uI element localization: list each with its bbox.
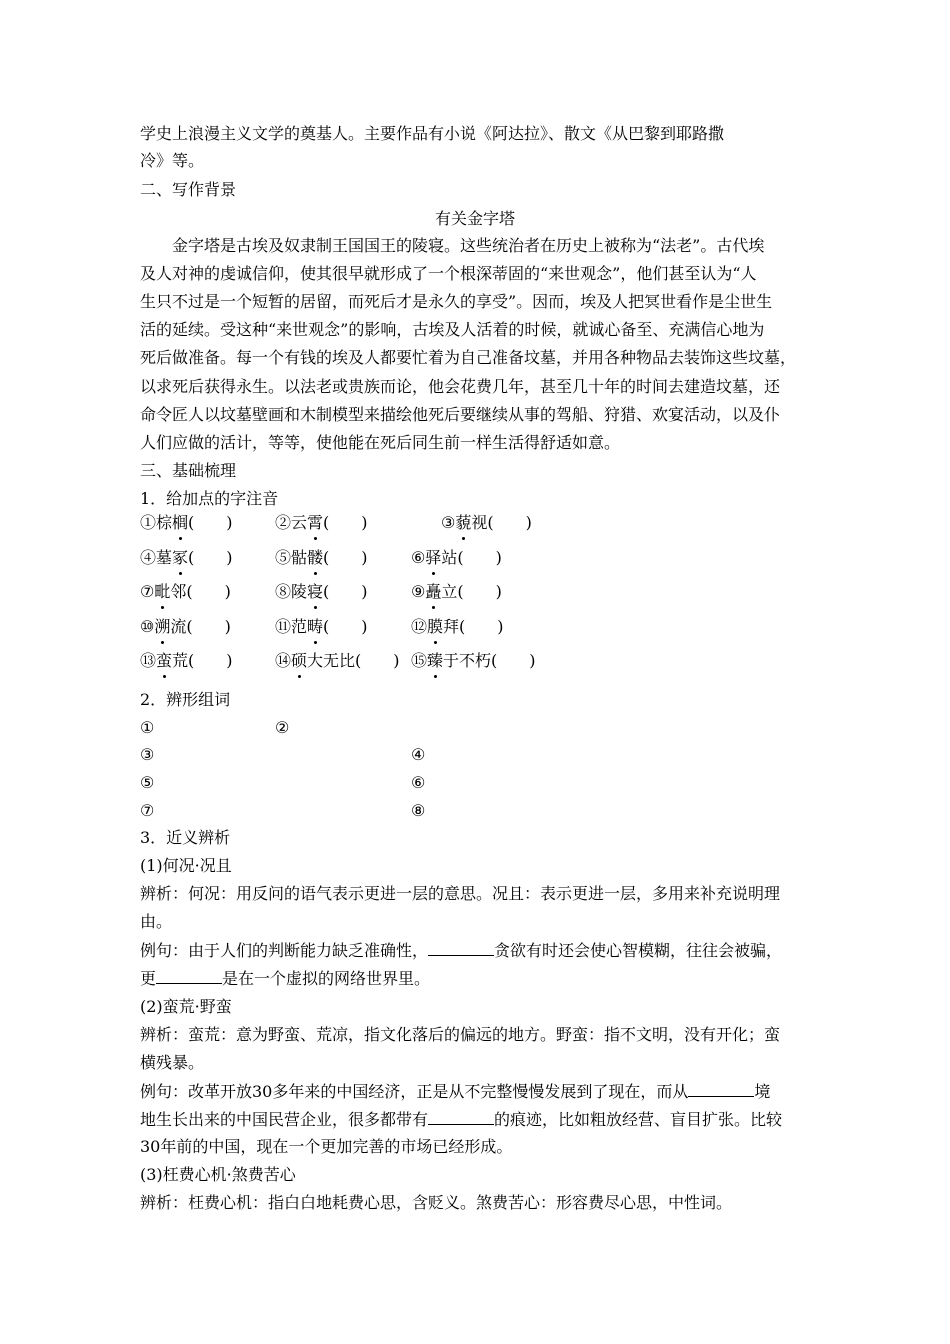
example-text: 更 <box>140 969 157 988</box>
pinyin-item <box>275 548 368 568</box>
answer-blank[interactable]: ( ) <box>188 513 233 532</box>
pinyin-item <box>140 513 233 533</box>
answer-blank[interactable]: ( ) <box>323 617 368 636</box>
paragraph-line: 金字塔是古埃及奴隶制王国国王的陵寝。这些统治者在历史上被称为“法老”。古代埃 <box>172 236 765 255</box>
dotted-char: 榈 <box>172 513 189 532</box>
fill-blank[interactable] <box>428 1109 494 1125</box>
item-number: ④ <box>140 548 157 567</box>
answer-blank[interactable]: ( ) <box>323 582 368 601</box>
answer-blank[interactable]: ( ) <box>457 582 502 601</box>
pinyin-item <box>275 651 400 671</box>
dotted-char: 溯 <box>154 617 171 636</box>
word-text: 立 <box>441 582 458 601</box>
word-text: 于不朽 <box>443 651 492 670</box>
item-number: ⑭ <box>275 651 292 670</box>
answer-blank[interactable]: ( ) <box>459 617 504 636</box>
form-item-number: ⑤ <box>140 773 155 792</box>
example-text: 地生长出来的中国民营企业，很多都带有 <box>140 1110 429 1129</box>
item-number: ⑫ <box>411 617 428 636</box>
form-item-number: ⑧ <box>411 801 426 820</box>
word-text: 陵 <box>291 582 308 601</box>
pinyin-item <box>441 513 532 533</box>
word-text: 大无比 <box>307 651 356 670</box>
item-number: ① <box>140 513 157 532</box>
fill-blank[interactable] <box>428 940 494 956</box>
paragraph-line: 学史上浪漫主义文学的奠基人。主要作品有小说《阿达拉》、散文《从巴黎到耶路撒 <box>140 124 725 143</box>
word-text: 棕 <box>156 513 173 532</box>
section-heading: 三、基础梳理 <box>140 461 237 480</box>
subsection-title: (3)枉费心机·煞费苦心 <box>140 1165 296 1184</box>
answer-blank[interactable]: ( ) <box>188 651 233 670</box>
dotted-char: 藐 <box>455 513 472 532</box>
dotted-char: 毗 <box>154 582 171 601</box>
example-text: 是在一个虚拟的网络世界里。 <box>222 969 431 988</box>
dotted-char: 蛮 <box>156 651 173 670</box>
analysis-line: 由。 <box>140 912 173 931</box>
fill-blank[interactable] <box>688 1081 754 1097</box>
dotted-char: 矗 <box>425 582 442 601</box>
question-heading: 1．给加点的字注音 <box>140 489 279 508</box>
dotted-char: 驿 <box>425 548 442 567</box>
analysis-line: 横残暴。 <box>140 1053 205 1072</box>
answer-blank[interactable]: ( ) <box>491 651 536 670</box>
pinyin-item <box>411 651 536 671</box>
answer-blank[interactable]: ( ) <box>323 548 368 567</box>
form-item-number: ① <box>140 718 155 737</box>
answer-blank[interactable]: ( ) <box>457 548 502 567</box>
example-line <box>140 940 782 961</box>
form-item-number: ⑥ <box>411 773 426 792</box>
item-number: ⑨ <box>411 582 426 601</box>
word-text: 骷 <box>291 548 308 567</box>
form-item-number: ⑦ <box>140 801 155 820</box>
pinyin-item <box>411 548 502 568</box>
paragraph-line: 以求死后获得永生。以法老或贵族而论，他会花费几年，甚至几十年的时间去建造坟墓，还 <box>140 377 781 396</box>
pinyin-item <box>275 582 368 602</box>
pinyin-item <box>275 513 368 533</box>
analysis-line: 辨析：何况：用反问的语气表示更进一层的意思。况且：表示更进一层，多用来补充说明理 <box>140 884 781 903</box>
fill-blank[interactable] <box>156 968 222 984</box>
word-text: 站 <box>441 548 458 567</box>
word-text: 云 <box>291 513 308 532</box>
item-number: ⑩ <box>140 617 155 636</box>
example-text: 例句：改革开放30多年来的中国经济，正是从不完整慢慢发展到了现在，而从 <box>140 1082 689 1101</box>
example-line <box>140 1081 770 1102</box>
dotted-char: 髅 <box>307 548 324 567</box>
pinyin-item <box>140 651 233 671</box>
example-text: 的痕迹，比如粗放经营、盲目扩张。比较 <box>494 1110 783 1129</box>
dotted-char: 臻 <box>427 651 444 670</box>
item-number: ⑧ <box>275 582 292 601</box>
answer-blank[interactable]: ( ) <box>487 513 532 532</box>
item-number: ⑥ <box>411 548 426 567</box>
paragraph-line: 人们应做的活计，等等，使他能在死后同生前一样生活得舒适如意。 <box>140 433 621 452</box>
pinyin-item <box>275 617 368 637</box>
paragraph-line: 生只不过是一个短暂的居留，而死后才是永久的享受”。因而，埃及人把冥世看作是尘世生 <box>140 292 773 311</box>
pinyin-item <box>411 582 502 602</box>
analysis-line: 辨析：枉费心机：指白白地耗费心思，含贬义。煞费苦心：形容费尽心思，中性词。 <box>140 1193 733 1212</box>
item-number: ⑤ <box>275 548 292 567</box>
example-line <box>140 968 430 989</box>
item-number: ⑬ <box>140 651 157 670</box>
answer-blank[interactable]: ( ) <box>186 617 231 636</box>
form-item-number: ③ <box>140 745 155 764</box>
subsection-title: (1)何况·况且 <box>140 856 232 875</box>
item-number: ③ <box>441 513 456 532</box>
item-number: ⑪ <box>275 617 292 636</box>
word-text: 荒 <box>172 651 189 670</box>
example-text: 贪欲有时还会使心智模糊，往往会被骗， <box>494 941 783 960</box>
answer-blank[interactable]: ( ) <box>188 548 233 567</box>
item-number: ⑮ <box>411 651 428 670</box>
dotted-char: 寝 <box>307 582 324 601</box>
item-number: ② <box>275 513 292 532</box>
question-heading: 2．辨形组词 <box>140 690 231 709</box>
pinyin-item <box>140 548 233 568</box>
form-item-number: ② <box>275 718 290 737</box>
analysis-line: 辨析：蛮荒：意为野蛮、荒凉，指文化落后的偏远的地方。野蛮：指不文明，没有开化；蛮 <box>140 1025 781 1044</box>
dotted-char: 硕 <box>291 651 308 670</box>
form-item-number: ④ <box>411 745 426 764</box>
example-line: 30年前的中国，现在一个更加完善的市场已经形成。 <box>140 1137 513 1156</box>
dotted-char: 畴 <box>307 617 324 636</box>
answer-blank[interactable]: ( ) <box>355 651 400 670</box>
example-text: 境 <box>754 1082 771 1101</box>
example-line <box>140 1109 782 1130</box>
dotted-char: 霄 <box>307 513 324 532</box>
word-text: 拜 <box>443 617 460 636</box>
pinyin-item <box>411 617 504 637</box>
word-text: 流 <box>170 617 187 636</box>
example-text: 例句：由于人们的判断能力缺乏准确性， <box>140 941 429 960</box>
pinyin-item <box>140 617 231 637</box>
dotted-char: 膜 <box>427 617 444 636</box>
pinyin-item <box>140 582 231 602</box>
word-text: 墓 <box>156 548 173 567</box>
paragraph-line: 活的延续。受这种“来世观念”的影响，古埃及人活着的时候，就诚心备至、充满信心地为 <box>140 320 765 339</box>
answer-blank[interactable]: ( ) <box>186 582 231 601</box>
section-heading: 二、写作背景 <box>140 180 237 199</box>
dotted-char: 冢 <box>172 548 189 567</box>
word-text: 视 <box>471 513 488 532</box>
word-text: 范 <box>291 617 308 636</box>
answer-blank[interactable]: ( ) <box>323 513 368 532</box>
paragraph-line: 及人对神的虔诚信仰，使其很早就形成了一个根深蒂固的“来世观念”，他们甚至认为“人 <box>140 264 757 283</box>
paragraph-line: 死后做准备。每一个有钱的埃及人都要忙着为自己准备坟墓，并用各种物品去装饰这些坟墓， <box>140 348 797 367</box>
background-title: 有关金字塔 <box>434 209 515 228</box>
paragraph-line: 命令匠人以坟墓壁画和木制模型来描绘他死后要继续从事的驾船、狩猎、欢宴活动，以及仆 <box>140 405 781 424</box>
subsection-title: (2)蛮荒·野蛮 <box>140 997 232 1016</box>
item-number: ⑦ <box>140 582 155 601</box>
paragraph-line: 冷》等。 <box>140 151 205 170</box>
word-text: 邻 <box>170 582 187 601</box>
question-heading: 3．近义辨析 <box>140 828 231 847</box>
